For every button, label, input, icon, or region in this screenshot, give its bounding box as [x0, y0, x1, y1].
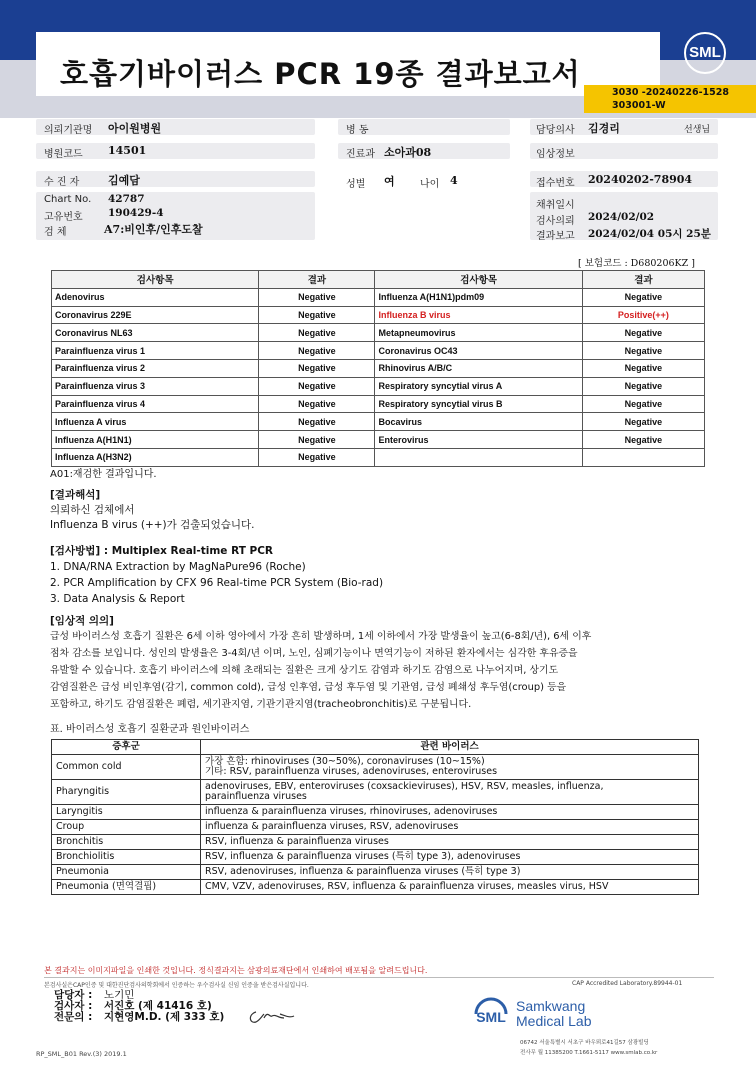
test-item: Influenza A virus	[52, 413, 259, 431]
syndrome-cell: Pneumonia (면역결핍)	[52, 880, 201, 895]
test-item: Bocavirus	[375, 413, 582, 431]
unique-no-label: 고유번호	[44, 212, 83, 223]
sex-label: 성별	[346, 179, 366, 190]
retest-note: A01:재검한 결과입니다.	[50, 469, 157, 480]
test-item: Enterovirus	[375, 431, 582, 449]
signature-icon	[246, 1004, 296, 1026]
doctor-suffix: 선생님	[684, 125, 711, 135]
syndrome-cell: Pneumonia	[52, 865, 201, 880]
test-result: Negative	[259, 413, 375, 431]
header-result: 결과	[259, 271, 375, 289]
test-result: Negative	[259, 342, 375, 360]
disease-row	[52, 805, 699, 820]
test-item	[375, 448, 582, 466]
viruses-line-1: influenza & parainfluenza viruses, rhinoviruses, adenoviruses	[205, 806, 498, 817]
report-title: 호흡기바이러스 PCR 19종 결과보고서	[60, 57, 581, 91]
result-row	[52, 395, 705, 413]
clinical-line-1: 급성 바이러스성 호흡기 질환은 6세 이하 영아에서 가장 흔히 발생하며, 1세 이하에서 가장 발생율이 높고(6-8회/년), 6세 이후	[50, 631, 592, 642]
header-test-item: 검사항목	[52, 271, 259, 289]
viruses-cell	[201, 755, 699, 780]
syndrome-cell: Bronchitis	[52, 835, 201, 850]
sml-logo-icon: SML	[684, 32, 726, 74]
result-row	[52, 448, 705, 466]
test-result: Negative	[582, 324, 704, 342]
specialist-value: 지현영M.D. (제 333 호)	[103, 1011, 225, 1023]
company-name	[516, 999, 592, 1029]
test-item: Parainfluenza virus 1	[52, 342, 259, 360]
test-item: Adenovirus	[52, 288, 259, 306]
viruses-line-1: adenoviruses, EBV, enteroviruses (coxsackieviruses), HSV, RSV, measles, influenza,	[205, 781, 604, 792]
test-result: Negative	[582, 431, 704, 449]
age-label: 나이	[420, 179, 440, 190]
test-item: Respiratory syncytial virus A	[375, 377, 582, 395]
disease-row	[52, 865, 699, 880]
results-table	[51, 270, 705, 467]
cap-accreditation: CAP Accredited Laboratory.89944-01	[572, 980, 683, 987]
report-code-line2: 303001-W	[612, 100, 666, 111]
test-result: Negative	[259, 324, 375, 342]
clinical-line-2: 점차 감소를 보입니다. 성인의 발생율은 3-4회/년 이며, 노인, 심폐기능이나 면역기능이 저하된 환자에서는 심각한 후유증을	[50, 648, 578, 659]
footer-fine-print: 본검사실은CAP인증 및 대한진단검사의학회에서 인증하는 우수검사실 신임 인증을 받은검사실입니다.	[44, 982, 309, 989]
disease-row	[52, 820, 699, 835]
test-result: Negative	[259, 395, 375, 413]
results-header-row	[52, 271, 705, 289]
report-date-label: 결과보고	[536, 231, 575, 242]
syndrome-cell: Bronchiolitis	[52, 850, 201, 865]
chart-no-value: 42787	[108, 193, 145, 205]
report-code-line1: 3030 -20240226-1528	[612, 87, 729, 98]
disease-row	[52, 780, 699, 805]
test-item: Rhinovirus A/B/C	[375, 359, 582, 377]
collect-label: 채취일시	[536, 200, 575, 211]
viruses-cell	[201, 865, 699, 880]
doctor-label: 담당의사	[536, 125, 575, 136]
interpretation-line1: 의뢰하신 검체에서	[50, 504, 135, 516]
result-row	[52, 431, 705, 449]
test-result: Negative	[582, 395, 704, 413]
result-row	[52, 377, 705, 395]
request-value: 2024/02/02	[588, 211, 655, 223]
signatures-block	[54, 990, 224, 1023]
test-item: Parainfluenza virus 3	[52, 377, 259, 395]
receipt-value: 20240202-78904	[588, 173, 693, 186]
chart-no-label: Chart No.	[44, 194, 92, 205]
method-step-2: 2. PCR Amplification by CFX 96 Real-time PCR System (Bio-rad)	[50, 577, 384, 589]
viruses-line-1: influenza & parainfluenza viruses, RSV, adenoviruses	[205, 821, 459, 832]
age-value: 4	[450, 174, 458, 187]
viruses-line-1: CMV, VZV, adenoviruses, RSV, influenza & parainfluenza viruses, measles virus, HSV	[205, 881, 609, 892]
clinical-heading: [임상적 의의]	[50, 615, 114, 627]
test-item: Coronavirus NL63	[52, 324, 259, 342]
test-result: Negative	[259, 377, 375, 395]
syndrome-cell: Laryngitis	[52, 805, 201, 820]
disease-row	[52, 880, 699, 895]
header-test-item-2: 검사항목	[375, 271, 582, 289]
unique-no-value: 190429-4	[108, 207, 164, 219]
interpretation-line2: Influenza B virus (++)가 검출되었습니다.	[50, 519, 255, 531]
viruses-line-1: 가장 흔함: rhinoviruses (30~50%), coronaviruses (10~15%)	[205, 756, 485, 767]
disease-table-caption: 표. 바이러스성 호흡기 질환군과 원인바이러스	[50, 724, 250, 735]
syndrome-cell: Pharyngitis	[52, 780, 201, 805]
test-item: Respiratory syncytial virus B	[375, 395, 582, 413]
test-result: Negative	[259, 306, 375, 324]
disease-row	[52, 850, 699, 865]
viruses-cell	[201, 835, 699, 850]
viruses-cell	[201, 780, 699, 805]
viruses-cell	[201, 850, 699, 865]
clinical-line-5: 포함하고, 하기도 감염질환은 폐렴, 세기관지염, 기관기관지염(tracheobronchitis)로 구분됩니다.	[50, 699, 472, 710]
test-item: Coronavirus 229E	[52, 306, 259, 324]
form-code: RP_SML_B01 Rev.(3) 2019.1	[36, 1050, 127, 1058]
institution-label: 의뢰기관명	[44, 125, 93, 136]
test-item: Coronavirus OC43	[375, 342, 582, 360]
dept-value: 소아과08	[384, 146, 432, 159]
result-row	[52, 359, 705, 377]
test-item: Influenza A(H1N1)	[52, 431, 259, 449]
company-line2: Medical Lab	[516, 1013, 592, 1029]
test-item: Influenza A(H3N2)	[52, 448, 259, 466]
test-result: Negative	[259, 359, 375, 377]
specimen-value: A7:비인후/인후도찰	[104, 223, 203, 236]
footer-notice: 본 결과지는 이미지파일을 인쇄한 것입니다. 정식결과지는 삼광의료재단에서 인쇄하여 배포됨을 알려드립니다.	[44, 966, 428, 975]
test-result: Negative	[259, 288, 375, 306]
company-line1: Samkwang	[516, 998, 586, 1014]
report-code	[612, 86, 729, 112]
test-result: Positive(++)	[582, 306, 704, 324]
interpretation-heading: [결과해석]	[50, 489, 101, 501]
examiner-value: 서진호 (제 41416 호)	[103, 1000, 212, 1012]
test-item: Parainfluenza virus 4	[52, 395, 259, 413]
test-result	[582, 448, 704, 466]
disease-table	[51, 739, 699, 895]
manager-label: 담당자 :	[54, 989, 93, 1001]
syndrome-cell: Croup	[52, 820, 201, 835]
footer-divider	[44, 977, 714, 978]
header-syndrome: 증후군	[52, 740, 201, 755]
test-result: Negative	[582, 288, 704, 306]
doctor-value: 김경리	[588, 122, 620, 135]
disease-row	[52, 755, 699, 780]
syndrome-cell: Common cold	[52, 755, 201, 780]
receipt-label: 접수번호	[536, 178, 575, 189]
method-step-3: 3. Data Analysis & Report	[50, 593, 185, 605]
result-row	[52, 324, 705, 342]
institution-value: 아이원병원	[108, 122, 162, 135]
svg-text:SML: SML	[476, 1009, 506, 1025]
test-result: Negative	[582, 359, 704, 377]
test-result: Negative	[259, 431, 375, 449]
clinical-info-label: 임상정보	[536, 149, 575, 160]
hospital-code-label: 병원코드	[44, 149, 83, 160]
insurance-code: [ 보험코드 : D680206KZ ]	[578, 258, 695, 269]
method-step-1: 1. DNA/RNA Extraction by MagNaPure96 (Roche)	[50, 561, 306, 573]
result-row	[52, 413, 705, 431]
company-phone: 전사무 월 11385200 T.1661-5117 www.smlab.co.kr	[520, 1050, 658, 1056]
clinical-line-4: 감염질환은 급성 비인후염(감기, common cold), 급성 인후염, 급성 후두염 및 기관염, 급성 폐쇄성 후두염(croup) 등을	[50, 682, 567, 693]
method-heading-value: Multiplex Real-time RT PCR	[111, 545, 273, 557]
test-item: Influenza A(H1N1)pdm09	[375, 288, 582, 306]
test-result: Negative	[259, 448, 375, 466]
disease-row	[52, 835, 699, 850]
test-item: Parainfluenza virus 2	[52, 359, 259, 377]
dept-label: 진료과	[346, 149, 375, 160]
test-result: Negative	[582, 413, 704, 431]
header-viruses: 관련 바이러스	[201, 740, 699, 755]
clinical-line-3: 유발할 수 있습니다. 호흡기 바이러스에 의해 초래되는 질환은 크게 상기도 감염과 하기도 감염으로 나누어지며, 상기도	[50, 665, 559, 676]
hospital-code-value: 14501	[108, 144, 147, 157]
report-date-value: 2024/02/04 05시 25분	[588, 228, 711, 240]
specimen-label: 검 체	[44, 227, 67, 238]
patient-label: 수 진 자	[44, 177, 80, 188]
viruses-line-1: RSV, adenoviruses, influenza & parainfluenza viruses (특히 type 3)	[205, 866, 521, 877]
test-item: Metapneumovirus	[375, 324, 582, 342]
result-row	[52, 306, 705, 324]
patient-value: 김예담	[108, 174, 140, 187]
sml-footer-logo-icon	[470, 994, 512, 1032]
viruses-line-1: RSV, influenza & parainfluenza viruses	[205, 836, 389, 847]
request-label: 검사의뢰	[536, 216, 575, 227]
viruses-cell	[201, 805, 699, 820]
disease-header-row	[52, 740, 699, 755]
test-result: Negative	[582, 342, 704, 360]
viruses-line-2: 기타: RSV, parainfluenza viruses, adenoviruses, enteroviruses	[205, 766, 498, 777]
examiner-label: 검사자 :	[54, 1000, 93, 1012]
result-row	[52, 342, 705, 360]
specialist-label: 전문의 :	[54, 1011, 93, 1023]
viruses-cell	[201, 820, 699, 835]
viruses-line-1: RSV, influenza & parainfluenza viruses (특히 type 3), adenoviruses	[205, 851, 521, 862]
test-item: Influenza B virus	[375, 306, 582, 324]
viruses-cell	[201, 880, 699, 895]
method-heading	[50, 543, 273, 558]
method-heading-prefix: [검사방법] :	[50, 545, 112, 557]
viruses-line-2: parainfluenza viruses	[205, 791, 307, 802]
sex-value: 여	[384, 175, 395, 188]
result-row	[52, 288, 705, 306]
manager-value: 노기민	[103, 989, 135, 1001]
test-result: Negative	[582, 377, 704, 395]
header-result-2: 결과	[582, 271, 704, 289]
company-address: 06742 서울특별시 서초구 바우뫼로41길57 삼광빌딩	[520, 1040, 649, 1046]
ward-label: 병 동	[346, 125, 369, 136]
